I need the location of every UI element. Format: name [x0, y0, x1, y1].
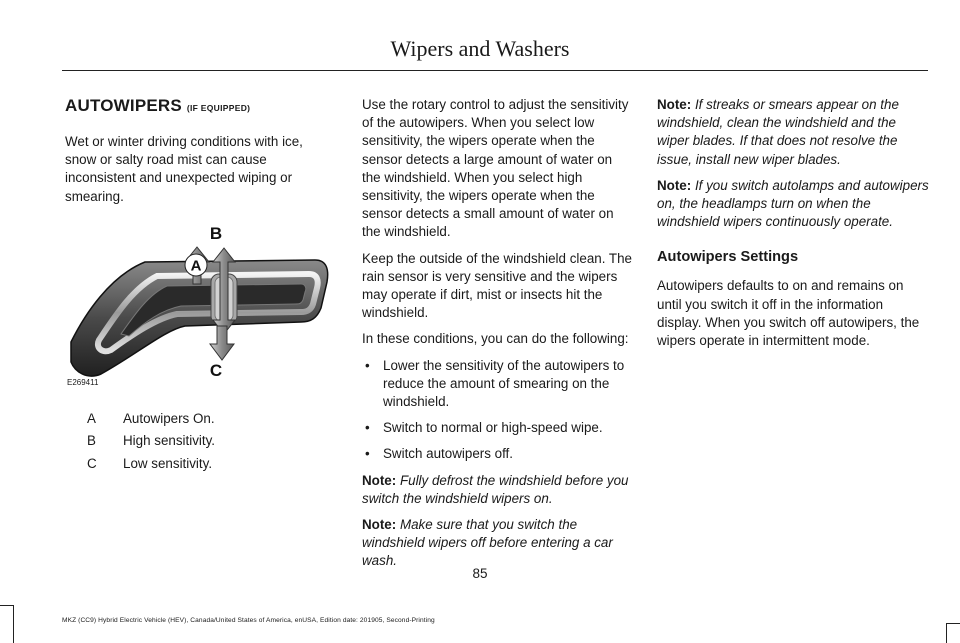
note-label: Note: [362, 517, 397, 533]
options-list [362, 357, 634, 464]
rotary-control-figure [65, 222, 333, 392]
rain-sensor-paragraph: Keep the outside of the windshield clean. The rain sensor is very sensitive and the wipers may operate if dirt, mist or insects hit the windshield. [362, 250, 632, 321]
note-text: Fully defrost the windshield before you switch the windshield wipers on. [362, 472, 629, 506]
note-streaks [657, 96, 931, 169]
section-heading-autowipers [65, 96, 333, 118]
legend-key: C [87, 455, 97, 471]
crop-mark [947, 623, 960, 624]
note-text: Make sure that you switch the windshield wipers off before entering a car wash. [362, 517, 613, 569]
note-label: Note: [362, 472, 397, 488]
wiper-stalk-illustration [65, 222, 333, 392]
legend-row [65, 455, 333, 473]
settings-heading: Autowipers Settings [657, 249, 799, 266]
settings-paragraph: Autowipers defaults to on and remains on until you switch it off in the information display. When you switch off autowipers, the wipers operate in intermittent mode. [657, 278, 920, 349]
legend-desc: Low sensitivity. [123, 455, 213, 471]
note-text: If streaks or smears appear on the windshield, clean the windshield and the wiper blades. If that does not resolve the issue, install new wiper blades. [657, 97, 899, 167]
legend-key: B [87, 433, 96, 449]
figure-id: E269411 [67, 377, 99, 387]
column-right [657, 96, 931, 358]
page-number: 85 [472, 566, 488, 581]
note-label: Note: [657, 97, 692, 112]
sensitivity-paragraph: Use the rotary control to adjust the sensitivity of the autowipers. When you select low sensitivity, the wipers operate when the sensor detects a large amount of water on the windshield. When you select high sensitivity, the wipers operate when the sensor detects a small amount of water on the windshield. [362, 97, 629, 240]
crop-mark [0, 605, 13, 606]
legend-desc: High sensitivity. [123, 433, 216, 449]
legend-row [65, 432, 333, 450]
intro-paragraph: Wet or winter driving conditions with ice, snow or salty road mist can cause inconsistent and unexpected wiping or smearing. [65, 134, 303, 204]
note-label: Note: [657, 177, 692, 193]
edition-footer: MKZ (CC9) Hybrid Electric Vehicle (HEV), Canada/United States of America, enUSA, Edition date: 201905, Second-Printing [62, 617, 435, 624]
column-left [65, 96, 333, 477]
callout-a-label: A [190, 257, 202, 275]
legend-key: A [87, 410, 96, 426]
column-middle [362, 96, 634, 579]
list-item: • Lower the sensitivity of the autowipers to reduce the amount of smearing on the windshield. [362, 357, 634, 412]
note-car-wash [362, 516, 634, 571]
note-text: If you switch autolamps and autowipers on, the headlamps turn on when the windshield wipers continuously operate. [657, 177, 929, 230]
callout-b-label: B [209, 223, 223, 243]
legend-row [65, 410, 333, 428]
crop-mark [13, 605, 14, 643]
list-item: • Switch autowipers off. [362, 445, 634, 463]
section-heading-suffix: (IF EQUIPPED) [186, 103, 251, 113]
header-divider [62, 70, 928, 71]
section-heading-text: AUTOWIPERS [65, 96, 182, 115]
crop-mark [946, 623, 947, 643]
legend-desc: Autowipers On. [123, 410, 215, 426]
callout-c-label: C [209, 360, 223, 380]
conditions-paragraph: In these conditions, you can do the following: [362, 331, 629, 347]
list-item: • Switch to normal or high-speed wipe. [362, 419, 634, 437]
note-defrost [362, 472, 634, 508]
note-autolamps [657, 177, 931, 232]
page-header-title: Wipers and Washers [390, 36, 570, 61]
callout-legend [65, 410, 333, 473]
